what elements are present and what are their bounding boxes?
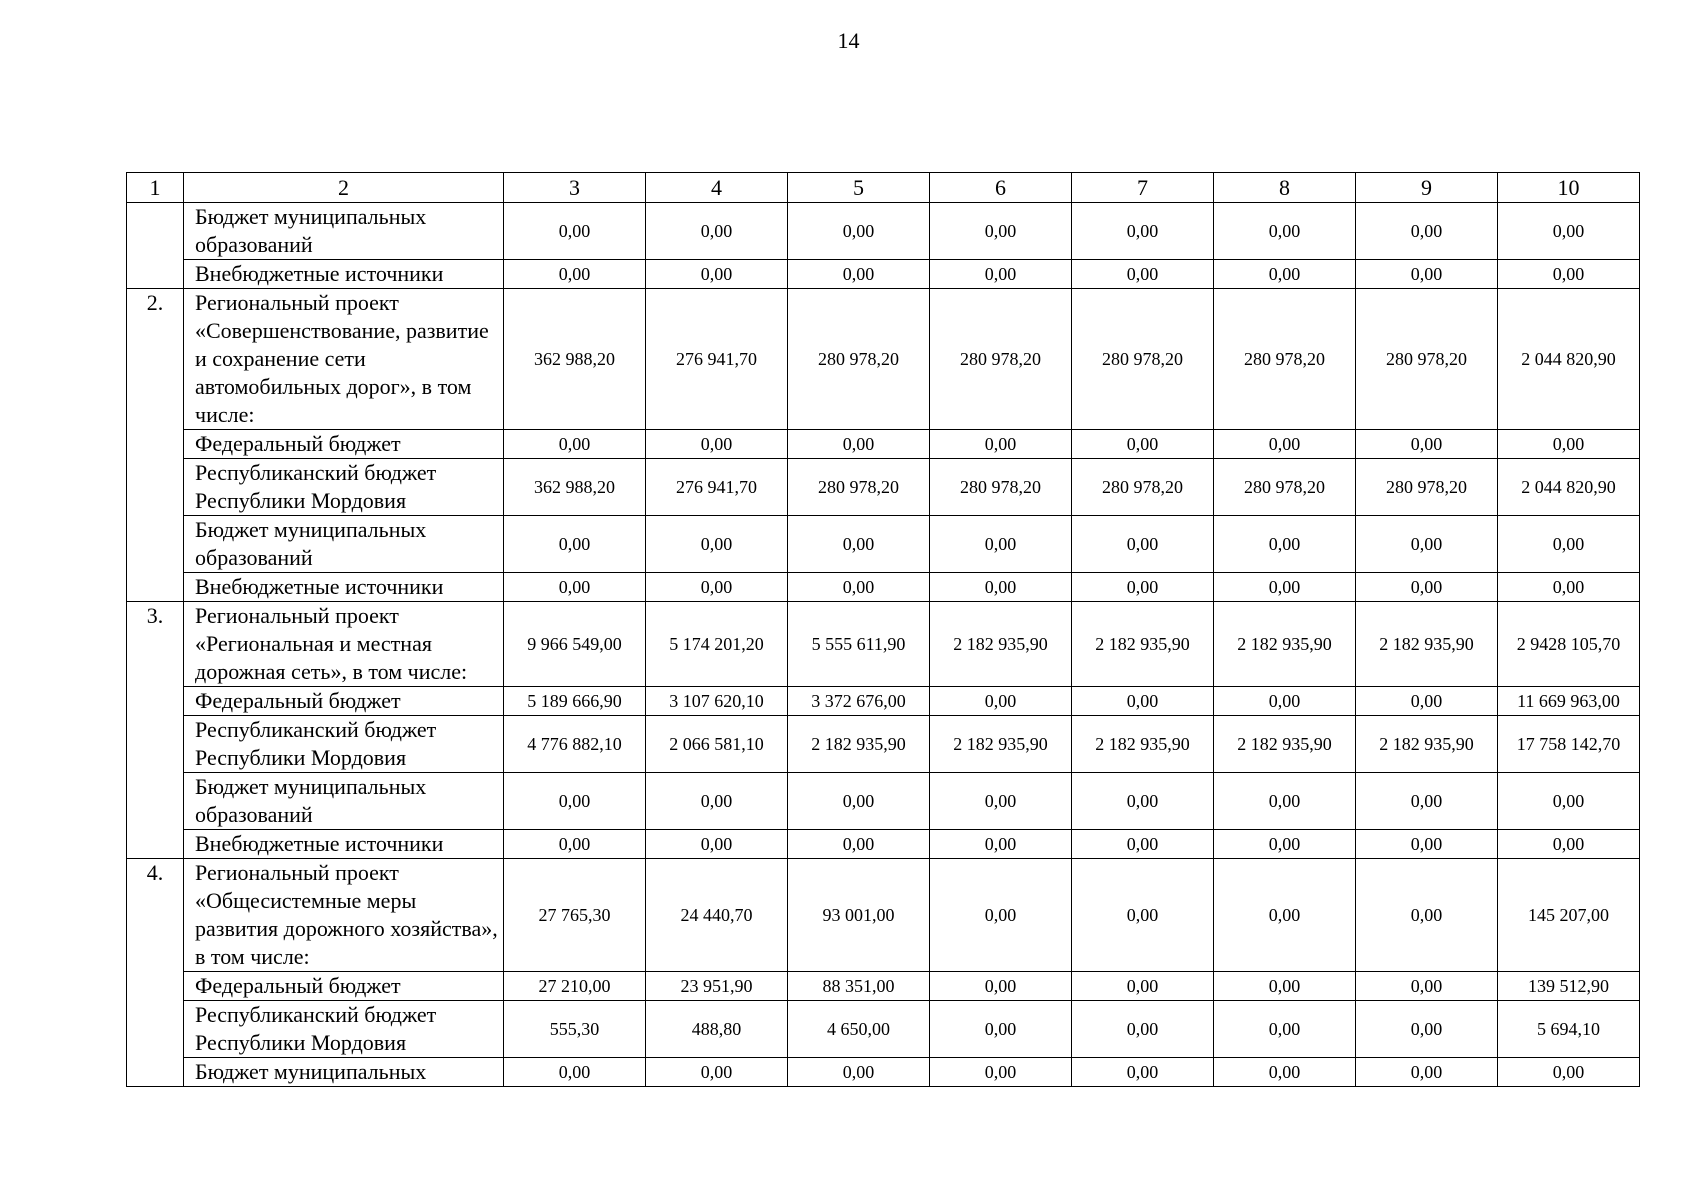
value-cell: 0,00 <box>646 830 788 859</box>
value-cell: 0,00 <box>1498 516 1640 573</box>
value-cell: 0,00 <box>1072 430 1214 459</box>
value-cell: 139 512,90 <box>1498 972 1640 1001</box>
column-header: 6 <box>930 173 1072 203</box>
row-label: Бюджет муниципальных образований <box>184 203 504 260</box>
value-cell: 5 174 201,20 <box>646 602 788 687</box>
column-header: 1 <box>127 173 184 203</box>
header-row <box>127 173 1640 203</box>
value-cell: 276 941,70 <box>646 289 788 430</box>
value-cell: 2 182 935,90 <box>1214 716 1356 773</box>
row-label: Федеральный бюджет <box>184 972 504 1001</box>
value-cell: 280 978,20 <box>788 459 930 516</box>
value-cell: 0,00 <box>1214 1001 1356 1058</box>
value-cell: 0,00 <box>1072 773 1214 830</box>
value-cell: 280 978,20 <box>1214 289 1356 430</box>
budget-table <box>126 172 1640 1087</box>
value-cell: 27 210,00 <box>504 972 646 1001</box>
value-cell: 4 650,00 <box>788 1001 930 1058</box>
column-header: 10 <box>1498 173 1640 203</box>
value-cell: 0,00 <box>1356 972 1498 1001</box>
value-cell: 88 351,00 <box>788 972 930 1001</box>
value-cell: 0,00 <box>788 573 930 602</box>
table-row <box>127 516 1640 573</box>
value-cell: 2 182 935,90 <box>788 716 930 773</box>
value-cell: 0,00 <box>1072 1001 1214 1058</box>
value-cell: 0,00 <box>1214 1058 1356 1087</box>
value-cell: 280 978,20 <box>930 459 1072 516</box>
page-number: 14 <box>837 28 860 53</box>
value-cell: 2 182 935,90 <box>930 716 1072 773</box>
value-cell: 0,00 <box>504 516 646 573</box>
value-cell: 0,00 <box>1356 430 1498 459</box>
value-cell: 0,00 <box>1214 687 1356 716</box>
value-cell: 0,00 <box>788 1058 930 1087</box>
value-cell: 0,00 <box>930 430 1072 459</box>
column-header: 2 <box>184 173 504 203</box>
value-cell: 0,00 <box>1214 203 1356 260</box>
column-header: 7 <box>1072 173 1214 203</box>
column-header: 5 <box>788 173 930 203</box>
value-cell: 11 669 963,00 <box>1498 687 1640 716</box>
table-row <box>127 1001 1640 1058</box>
table-row <box>127 859 1640 972</box>
value-cell: 0,00 <box>1072 1058 1214 1087</box>
value-cell: 0,00 <box>1356 573 1498 602</box>
value-cell: 0,00 <box>1072 859 1214 972</box>
row-label: Внебюджетные источники <box>184 830 504 859</box>
row-label: Федеральный бюджет <box>184 687 504 716</box>
value-cell: 0,00 <box>788 260 930 289</box>
row-label: Бюджет муниципальных образований <box>184 773 504 830</box>
value-cell: 0,00 <box>1214 830 1356 859</box>
row-label: Бюджет муниципальных образований <box>184 516 504 573</box>
value-cell: 276 941,70 <box>646 459 788 516</box>
value-cell: 0,00 <box>646 260 788 289</box>
value-cell: 2 182 935,90 <box>1072 716 1214 773</box>
value-cell: 5 555 611,90 <box>788 602 930 687</box>
table-row <box>127 687 1640 716</box>
value-cell: 2 182 935,90 <box>930 602 1072 687</box>
value-cell: 0,00 <box>788 203 930 260</box>
value-cell: 0,00 <box>1214 430 1356 459</box>
value-cell: 0,00 <box>788 830 930 859</box>
value-cell: 280 978,20 <box>788 289 930 430</box>
row-label: Внебюджетные источники <box>184 573 504 602</box>
value-cell: 0,00 <box>1072 516 1214 573</box>
value-cell: 0,00 <box>646 573 788 602</box>
table-row <box>127 260 1640 289</box>
row-label: Региональный проект «Региональная и местная дорожная сеть», в том числе: <box>184 602 504 687</box>
table-row <box>127 573 1640 602</box>
value-cell: 2 182 935,90 <box>1214 602 1356 687</box>
row-label: Федеральный бюджет <box>184 430 504 459</box>
table-row <box>127 716 1640 773</box>
value-cell: 0,00 <box>1214 573 1356 602</box>
column-header: 8 <box>1214 173 1356 203</box>
value-cell: 3 372 676,00 <box>788 687 930 716</box>
value-cell: 93 001,00 <box>788 859 930 972</box>
value-cell: 0,00 <box>504 573 646 602</box>
value-cell: 0,00 <box>1356 773 1498 830</box>
value-cell: 0,00 <box>788 516 930 573</box>
value-cell: 0,00 <box>930 1058 1072 1087</box>
value-cell: 4 776 882,10 <box>504 716 646 773</box>
value-cell: 2 9428 105,70 <box>1498 602 1640 687</box>
value-cell: 0,00 <box>1498 773 1640 830</box>
value-cell: 280 978,20 <box>1214 459 1356 516</box>
value-cell: 0,00 <box>1072 830 1214 859</box>
table-row <box>127 773 1640 830</box>
value-cell: 0,00 <box>1356 203 1498 260</box>
value-cell: 5 694,10 <box>1498 1001 1640 1058</box>
column-header: 9 <box>1356 173 1498 203</box>
value-cell: 27 765,30 <box>504 859 646 972</box>
value-cell: 0,00 <box>1356 1001 1498 1058</box>
table-row <box>127 430 1640 459</box>
value-cell: 23 951,90 <box>646 972 788 1001</box>
row-label: Республиканский бюджет Республики Мордовия <box>184 716 504 773</box>
value-cell: 0,00 <box>930 260 1072 289</box>
value-cell: 0,00 <box>1498 260 1640 289</box>
value-cell: 0,00 <box>1356 260 1498 289</box>
value-cell: 0,00 <box>1498 430 1640 459</box>
value-cell: 0,00 <box>1214 260 1356 289</box>
value-cell: 280 978,20 <box>1356 459 1498 516</box>
row-label: Внебюджетные источники <box>184 260 504 289</box>
row-group-number: 4. <box>127 859 184 1087</box>
row-group-number: 3. <box>127 602 184 859</box>
value-cell: 0,00 <box>788 430 930 459</box>
value-cell: 0,00 <box>1356 830 1498 859</box>
value-cell: 0,00 <box>1356 1058 1498 1087</box>
value-cell: 0,00 <box>504 1058 646 1087</box>
value-cell: 0,00 <box>646 773 788 830</box>
row-label: Региональный проект «Общесистемные меры развития дорожного хозяйства», в том числе: <box>184 859 504 972</box>
value-cell: 0,00 <box>1072 203 1214 260</box>
row-label: Региональный проект «Совершенствование, развитие и сохранение сети автомобильных дорог», в том числе: <box>184 289 504 430</box>
value-cell: 555,30 <box>504 1001 646 1058</box>
value-cell: 0,00 <box>646 430 788 459</box>
value-cell: 0,00 <box>504 203 646 260</box>
value-cell: 0,00 <box>1072 972 1214 1001</box>
value-cell: 488,80 <box>646 1001 788 1058</box>
value-cell: 0,00 <box>930 972 1072 1001</box>
table-row <box>127 1058 1640 1087</box>
value-cell: 280 978,20 <box>930 289 1072 430</box>
value-cell: 2 182 935,90 <box>1356 602 1498 687</box>
value-cell: 0,00 <box>930 203 1072 260</box>
value-cell: 0,00 <box>1072 687 1214 716</box>
value-cell: 0,00 <box>930 859 1072 972</box>
value-cell: 280 978,20 <box>1356 289 1498 430</box>
value-cell: 0,00 <box>1498 203 1640 260</box>
value-cell: 0,00 <box>1498 830 1640 859</box>
value-cell: 0,00 <box>646 203 788 260</box>
value-cell: 0,00 <box>1072 573 1214 602</box>
table-row <box>127 459 1640 516</box>
value-cell: 0,00 <box>504 830 646 859</box>
value-cell: 0,00 <box>1498 573 1640 602</box>
table-row <box>127 830 1640 859</box>
value-cell: 0,00 <box>1356 516 1498 573</box>
table-row <box>127 602 1640 687</box>
table-row <box>127 203 1640 260</box>
value-cell: 0,00 <box>1214 773 1356 830</box>
value-cell: 3 107 620,10 <box>646 687 788 716</box>
value-cell: 0,00 <box>930 516 1072 573</box>
value-cell: 24 440,70 <box>646 859 788 972</box>
value-cell: 2 066 581,10 <box>646 716 788 773</box>
value-cell: 0,00 <box>646 1058 788 1087</box>
value-cell: 5 189 666,90 <box>504 687 646 716</box>
value-cell: 0,00 <box>1356 859 1498 972</box>
value-cell: 0,00 <box>788 773 930 830</box>
value-cell: 9 966 549,00 <box>504 602 646 687</box>
row-label: Республиканский бюджет Республики Мордовия <box>184 1001 504 1058</box>
value-cell: 0,00 <box>1356 687 1498 716</box>
value-cell: 0,00 <box>646 516 788 573</box>
value-cell: 0,00 <box>1214 972 1356 1001</box>
value-cell: 0,00 <box>504 260 646 289</box>
row-label: Республиканский бюджет Республики Мордовия <box>184 459 504 516</box>
column-header: 3 <box>504 173 646 203</box>
table-row <box>127 972 1640 1001</box>
value-cell: 2 044 820,90 <box>1498 289 1640 430</box>
value-cell: 2 182 935,90 <box>1356 716 1498 773</box>
value-cell: 2 044 820,90 <box>1498 459 1640 516</box>
value-cell: 0,00 <box>1214 859 1356 972</box>
value-cell: 280 978,20 <box>1072 459 1214 516</box>
value-cell: 362 988,20 <box>504 459 646 516</box>
value-cell: 0,00 <box>930 830 1072 859</box>
value-cell: 0,00 <box>1498 1058 1640 1087</box>
row-group-number <box>127 203 184 289</box>
value-cell: 0,00 <box>930 687 1072 716</box>
value-cell: 0,00 <box>504 773 646 830</box>
row-group-number: 2. <box>127 289 184 602</box>
value-cell: 2 182 935,90 <box>1072 602 1214 687</box>
value-cell: 362 988,20 <box>504 289 646 430</box>
value-cell: 145 207,00 <box>1498 859 1640 972</box>
table-row <box>127 289 1640 430</box>
value-cell: 0,00 <box>1072 260 1214 289</box>
value-cell: 0,00 <box>930 1001 1072 1058</box>
value-cell: 0,00 <box>1214 516 1356 573</box>
table-body <box>127 173 1640 1087</box>
value-cell: 0,00 <box>504 430 646 459</box>
column-header: 4 <box>646 173 788 203</box>
value-cell: 17 758 142,70 <box>1498 716 1640 773</box>
row-label: Бюджет муниципальных <box>184 1058 504 1087</box>
value-cell: 280 978,20 <box>1072 289 1214 430</box>
value-cell: 0,00 <box>930 573 1072 602</box>
value-cell: 0,00 <box>930 773 1072 830</box>
